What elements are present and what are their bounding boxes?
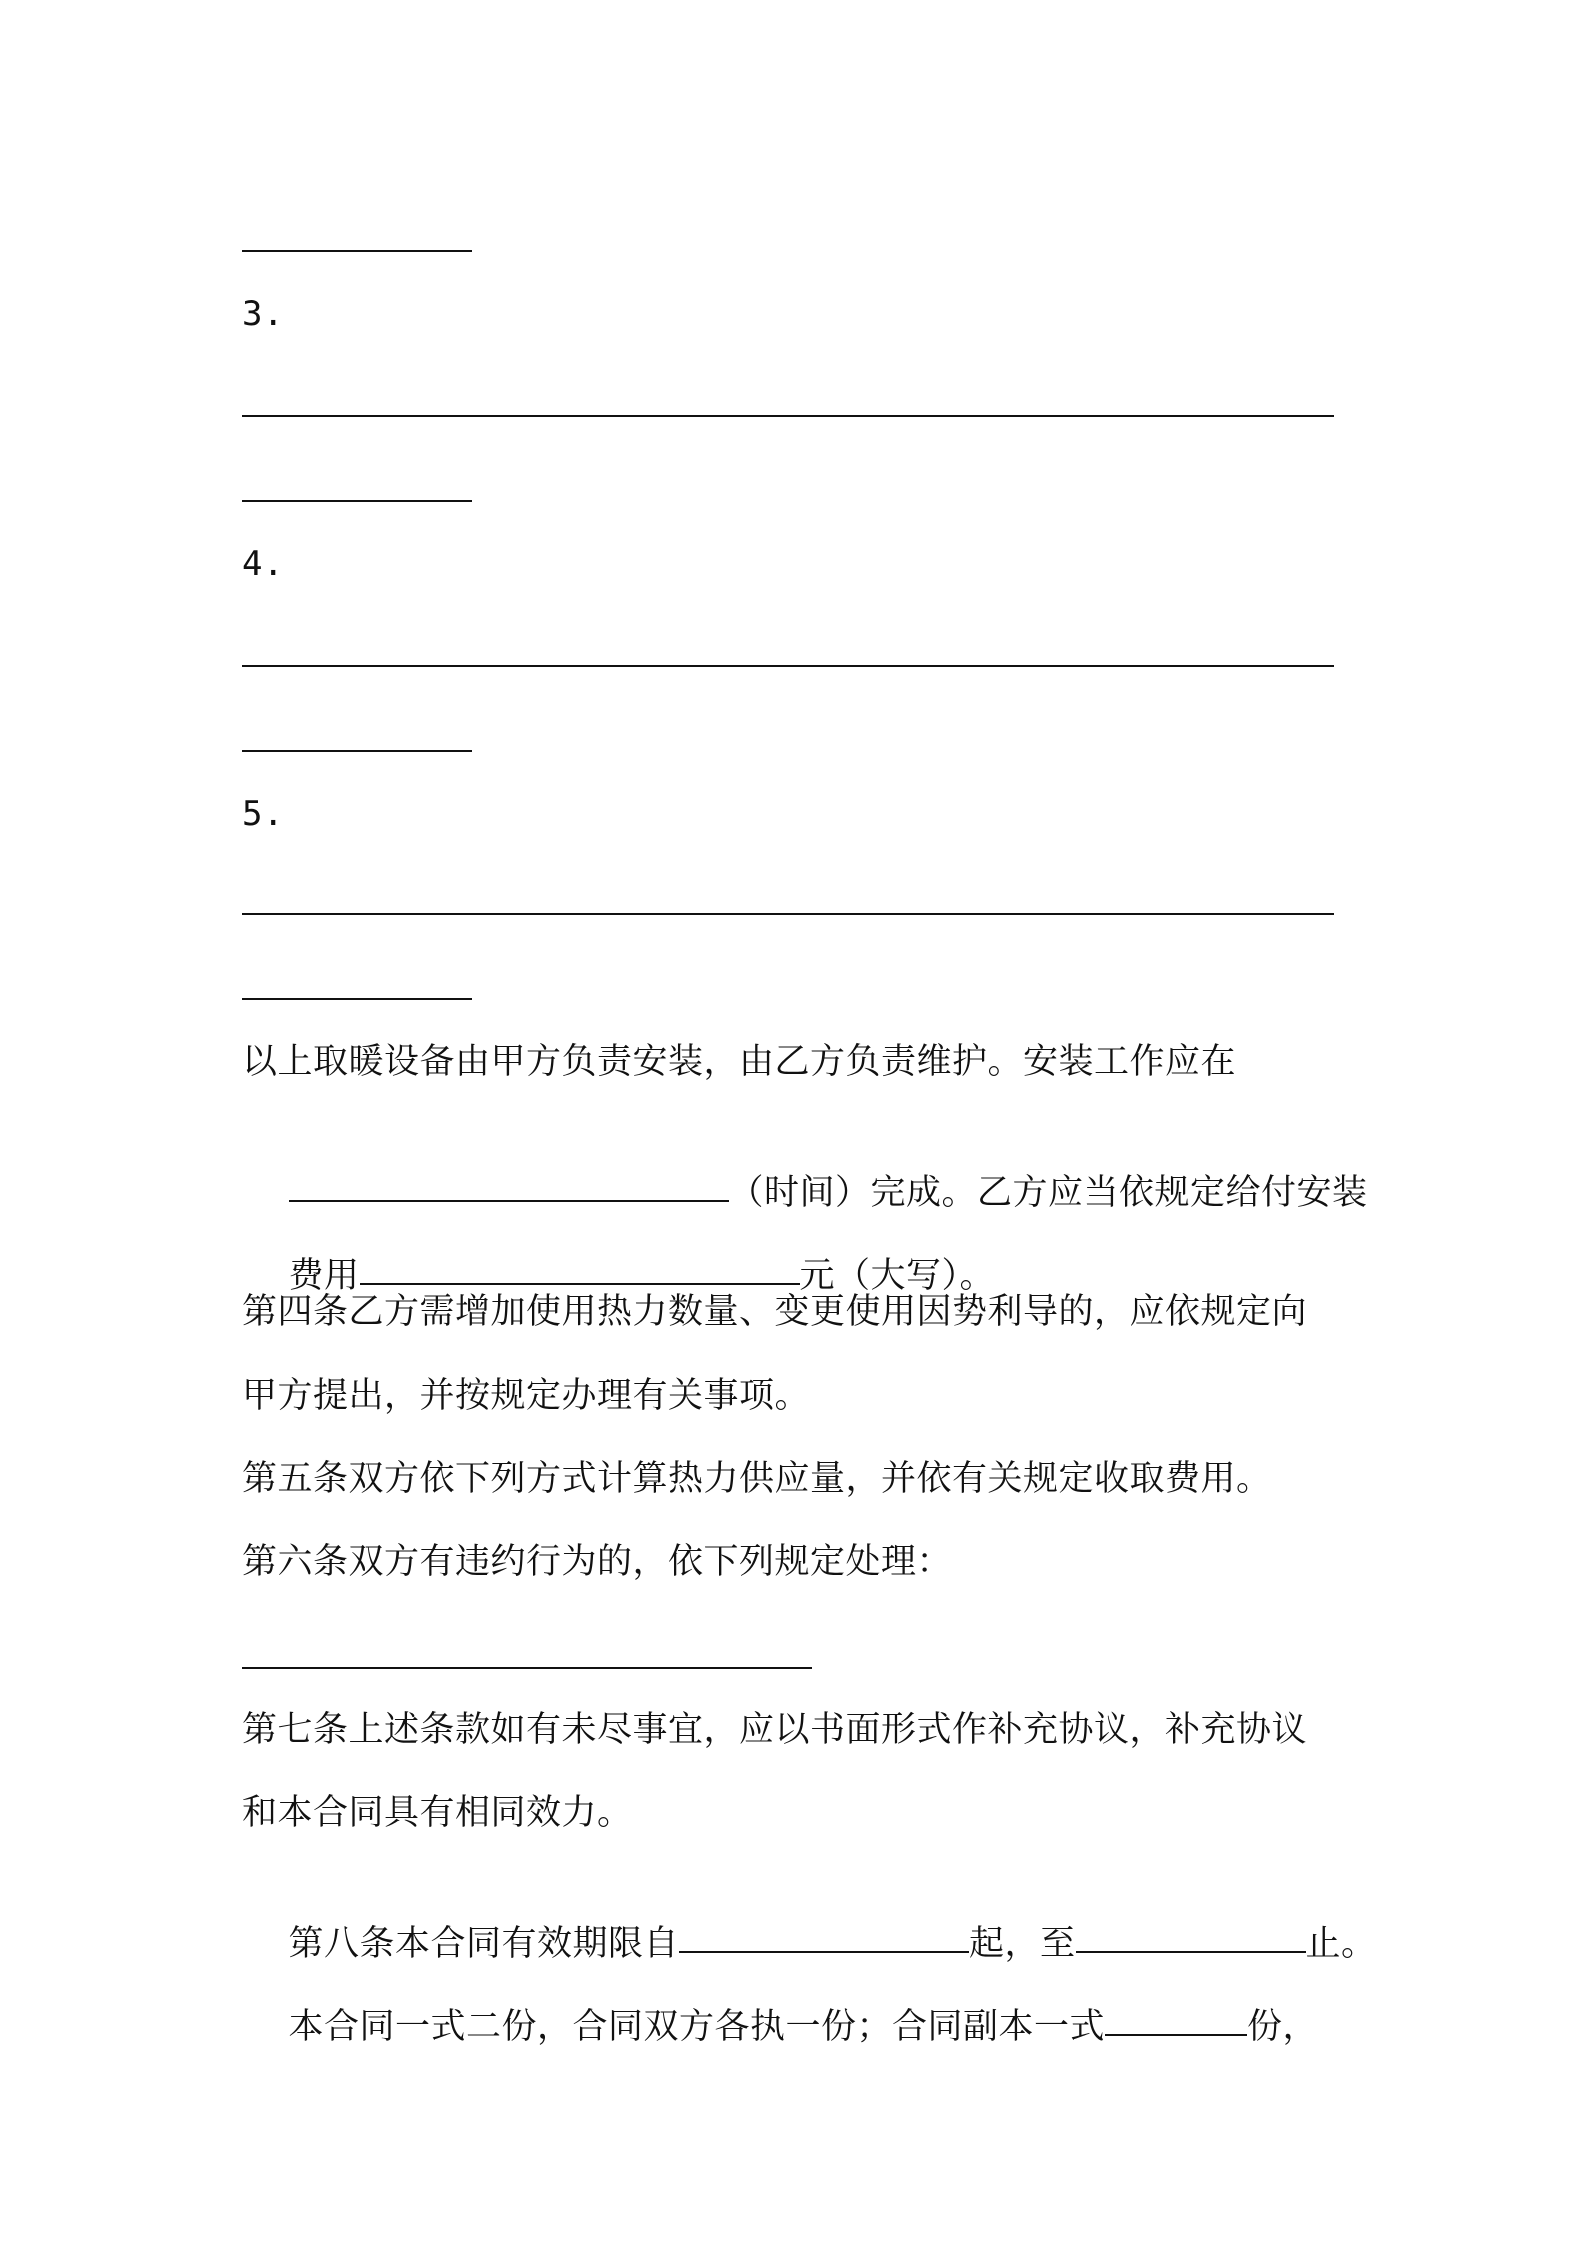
article-8 (242, 1872, 1377, 1964)
blank-line (242, 913, 1334, 915)
copies-blank (1105, 2033, 1247, 2036)
time-suffix: （时间）完成。乙方应当依规定给付安装 (728, 1173, 1368, 1213)
fee-suffix: 元（大写）。 (799, 1256, 996, 1296)
install-line-3 (242, 1204, 996, 1296)
blank-line (242, 500, 472, 502)
article-6: 第六条双方有违约行为的，依下列规定处理： (242, 1542, 953, 1582)
copies-suffix: 份， (1247, 2007, 1319, 2047)
install-line-1: 以上取暖设备由甲方负责安装，由乙方负责维护。安装工作应在 (242, 1042, 1237, 1082)
blank-line (242, 250, 472, 252)
article-4-line-2: 甲方提出，并按规定办理有关事项。 (242, 1376, 811, 1416)
article-8-mid: 起，至 (969, 1924, 1076, 1964)
time-blank (289, 1199, 729, 1202)
install-line-2 (242, 1121, 1368, 1213)
blank-line (242, 998, 472, 1000)
item-number-3: 3. (242, 294, 284, 334)
blank-line (242, 665, 1334, 667)
blank-line (242, 1667, 812, 1669)
fee-prefix: 费用 (288, 1256, 360, 1296)
copies-line (242, 1955, 1319, 2047)
blank-line (242, 750, 472, 752)
copies-prefix: 本合同一式二份，合同双方各执一份；合同副本一式 (288, 2007, 1106, 2047)
item-number-5: 5. (242, 794, 284, 834)
fee-blank (360, 1282, 800, 1285)
item-number-4: 4. (242, 544, 284, 584)
article-8-prefix: 第八条本合同有效期限自 (288, 1924, 680, 1964)
start-date-blank (679, 1950, 969, 1953)
article-5: 第五条双方依下列方式计算热力供应量，并依有关规定收取费用。 (242, 1459, 1272, 1499)
end-date-blank (1076, 1950, 1306, 1953)
article-7-line-1: 第七条上述条款如有未尽事宜，应以书面形式作补充协议，补充协议 (242, 1710, 1308, 1750)
article-4-line-1: 第四条乙方需增加使用热力数量、变更使用因势利导的，应依规定向 (242, 1292, 1308, 1332)
article-7-line-2: 和本合同具有相同效力。 (242, 1793, 633, 1833)
blank-line (242, 415, 1334, 417)
article-8-suffix: 止。 (1305, 1924, 1377, 1964)
